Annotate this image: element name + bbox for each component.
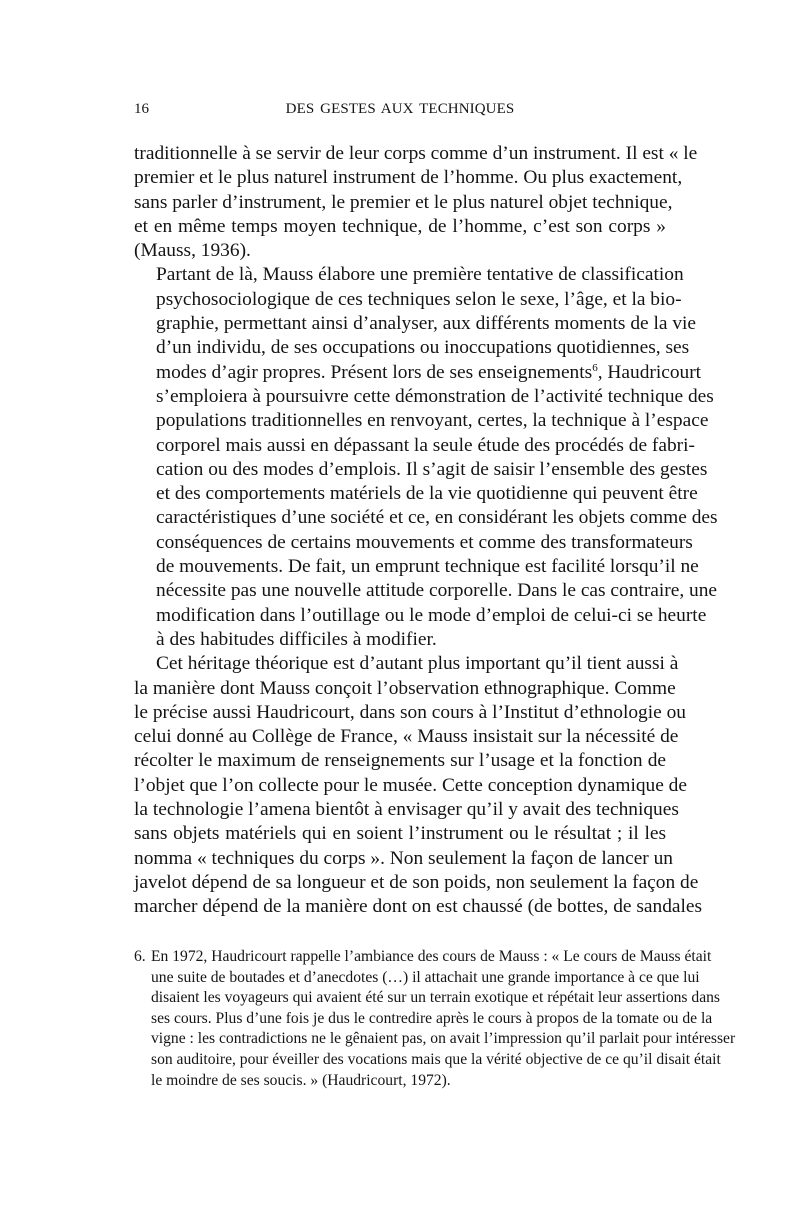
text-line: s’emploiera à poursuivre cette démonstration de l’activité technique des <box>156 385 714 407</box>
paragraph-2 <box>134 263 718 652</box>
text-line: la technologie l’amena bientôt à envisager qu’il y avait des techniques <box>134 799 679 821</box>
text-segment: , Haudricourt <box>597 361 702 383</box>
text-line: nomma « techniques du corps ». Non seulement la façon de lancer un <box>134 847 673 869</box>
text-line: sans objets matériels qui en soient l’instrument ou le résultat ; il les <box>134 823 666 845</box>
text-line: psychosociologique de ces techniques selon le sexe, l’âge, et la bio- <box>156 288 682 310</box>
text-line: traditionnelle à se servir de leur corps comme d’un instrument. Il est « le <box>134 143 698 164</box>
text-line: récolter le maximum de renseignements sur l’usage et la fonction de <box>134 750 666 772</box>
text-line: Cet héritage théorique est d’autant plus important qu’il tient aussi à <box>156 653 679 675</box>
footnotes <box>134 947 736 1091</box>
text-line: graphie, permettant ainsi d’analyser, aux différents moments de la vie <box>156 313 697 335</box>
footnote-line: ses cours. Plus d’une fois je dus le contredire après le cours à propos de la tomate ou de la <box>151 1009 713 1027</box>
footnote-line: vigne : les contradictions ne le gênaient pas, on avait l’impression qu’il parlait pour intéresser <box>151 1030 736 1048</box>
text-line: modification dans l’outillage ou le mode d’emploi de celui-ci se heurte <box>156 604 707 626</box>
text-line: celui donné au Collège de France, « Mauss insistait sur la nécessité de <box>134 726 679 748</box>
text-line: javelot dépend de sa longueur et de son poids, non seulement la façon de <box>134 871 699 893</box>
text-line: Partant de là, Mauss élabore une première tentative de classification <box>156 264 684 286</box>
text-line: à des habitudes difficiles à modifier. <box>156 628 437 650</box>
page-number: 16 <box>134 101 149 117</box>
text-line: corporel mais aussi en dépassant la seule étude des procédés de fabri- <box>156 434 695 456</box>
text-line: le précise aussi Haudricourt, dans son cours à l’Institut d’ethnologie ou <box>134 701 686 723</box>
text-line: marcher dépend de la manière dont on est chaussé (de bottes, de sandales <box>134 896 703 918</box>
footnote-line: disaient les voyageurs qui avaient été sur un terrain exotique et répétait leur assertions dans <box>151 989 720 1007</box>
text-line: conséquences de certains mouvements et comme des transformateurs <box>156 531 693 553</box>
text-line: caractéristiques d’une société et ce, en considérant les objets comme des <box>156 507 718 529</box>
text-line: l’objet que l’on collecte pour le musée. Cette conception dynamique de <box>134 774 687 796</box>
footnote-line: le moindre de ses soucis. » (Haudricourt, 1972). <box>151 1071 451 1089</box>
text-line: la manière dont Mauss conçoit l’observation ethnographique. Comme <box>134 677 676 699</box>
text-line: d’un individu, de ses occupations ou inoccupations quotidiennes, ses <box>156 337 690 359</box>
text-line: cation ou des modes d’emplois. Il s’agit de saisir l’ensemble des gestes <box>156 458 708 480</box>
body-text <box>134 142 718 920</box>
text-line: populations traditionnelles en renvoyant, certes, la technique à l’espace <box>156 410 709 432</box>
footnote-line: une suite de boutades et d’anecdotes (…) il attachait une grande importance à ce que lui <box>151 968 700 986</box>
text-line-with-footnote-ref <box>134 361 702 385</box>
text-line: (Mauss, 1936). <box>134 240 251 262</box>
footnote-line: En 1972, Haudricourt rappelle l’ambiance des cours de Mauss : « Le cours de Mauss était <box>151 948 712 965</box>
text-segment: modes d’agir propres. Présent lors de ses enseignements <box>156 361 593 383</box>
text-line: et des comportements matériels de la vie quotidienne qui peuvent être <box>156 483 698 505</box>
text-line: de mouvements. De fait, un emprunt technique est facilité lorsqu’il ne <box>156 556 699 578</box>
text-line: et en même temps moyen technique, de l’homme, c’est son corps » <box>134 215 666 237</box>
paragraph-1 <box>134 142 698 263</box>
text-line: sans parler d’instrument, le premier et le plus naturel objet technique, <box>134 191 673 213</box>
running-title: DES GESTES AUX TECHNIQUES <box>285 101 515 117</box>
footnote-line: son auditoire, pour éveiller des vocations mais que la vérité objective de ce qu’il disait était <box>151 1050 721 1068</box>
text-line: premier et le plus naturel instrument de l’homme. Ou plus exactement, <box>134 167 683 189</box>
running-header <box>134 101 666 123</box>
text-line: nécessite pas une nouvelle attitude corporelle. Dans le cas contraire, une <box>156 580 718 602</box>
footnote-number: 6. <box>134 948 146 965</box>
paragraph-3 <box>134 652 703 919</box>
footnote-6 <box>134 947 736 1091</box>
footnote-reference[interactable]: 6 <box>592 361 598 374</box>
